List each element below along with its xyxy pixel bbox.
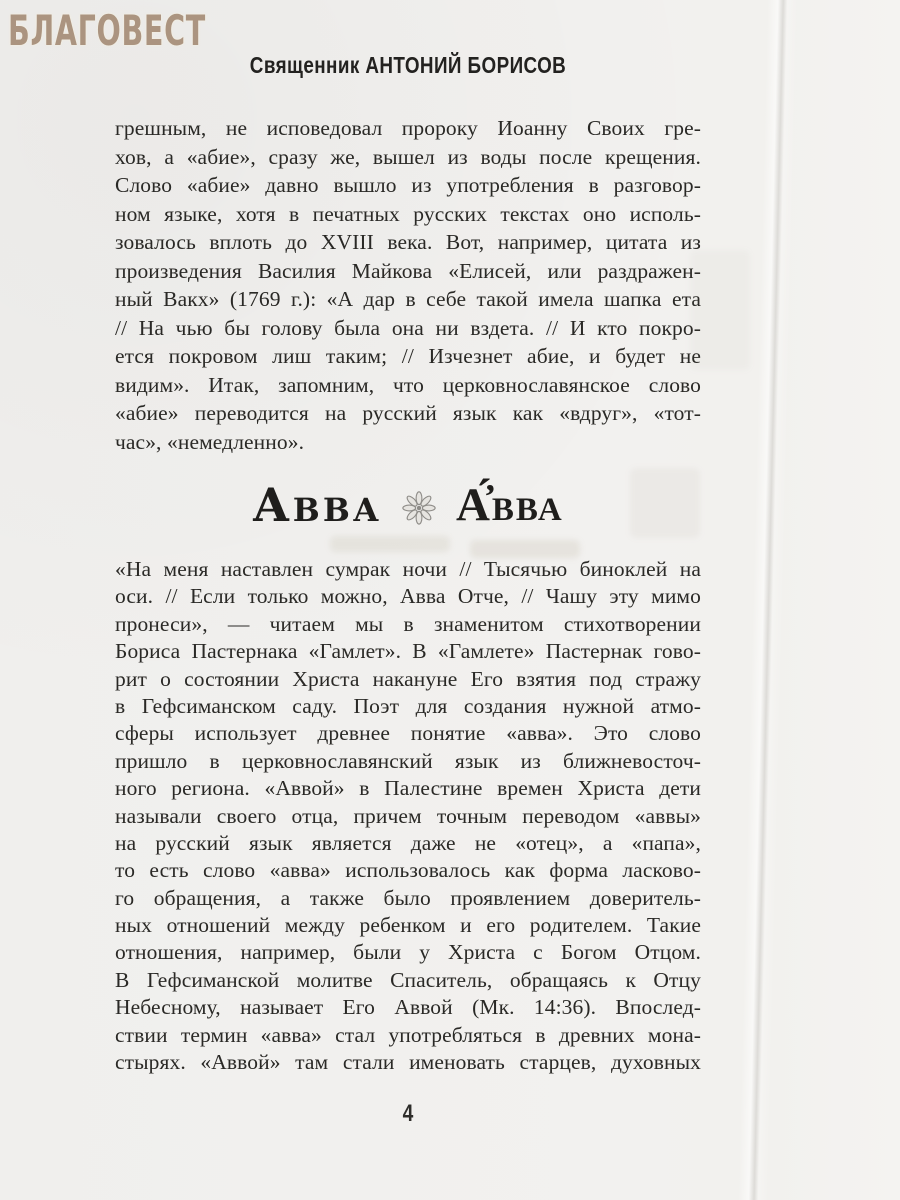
body-text-line: го обращения, а также было проявлением доверитель-	[115, 885, 701, 910]
body-text-line: грешным, не исповедовал пророку Иоанну Своих гре-	[115, 116, 701, 140]
body-text-line: ется покровом лиш таким; // Изчезнет абие, и будет не	[115, 344, 701, 368]
body-text-line: ном языке, хотя в печатных русских текстах оно исполь-	[115, 201, 701, 226]
body-text-line: в Гефсиманском саду. Поэт для создания нужной атмо-	[115, 693, 701, 718]
body-text-line: пронеси», — читаем мы в знаменитом стихотворении	[115, 611, 701, 636]
page-edge-crease	[738, 0, 798, 1200]
paragraph-avva	[115, 556, 701, 1076]
body-text-line: отношения, например, были у Христа с Богом Отцом.	[115, 940, 701, 965]
body-text-line: «абие» переводится на русский язык как «вдруг», «тот-	[115, 401, 701, 425]
body-text-line: пришло в церковнославянский язык из ближневосточ-	[115, 748, 701, 773]
body-text-line: то есть слово «авва» использовалось как форма ласково-	[115, 858, 701, 883]
body-text-line: Небесному, называет Его Аввой (Мк. 14:36). Впослед-	[115, 995, 701, 1020]
body-text-line: ный Вакх» (1769 г.): «А дар в себе такой имела шапка ета	[115, 287, 701, 311]
body-text-line: произведения Василия Майкова «Елисей, или раздражен-	[115, 258, 701, 283]
body-text-line: ных отношений между ребенком и его родителем. Такие	[115, 913, 701, 938]
body-text-line: называли своего отца, причем точным переводом «аввы»	[115, 803, 701, 828]
body-text-line: сферы использует древнее понятие «авва». Это слово	[115, 721, 701, 746]
body-text-line: ного региона. «Аввой» в Палестине времен Христа дети	[115, 776, 701, 801]
store-watermark: БЛАГОВЕСТ	[8, 6, 206, 55]
page-number: 4	[402, 1100, 414, 1127]
body-text-line: Слово «абие» давно вышло из употребления в разговор-	[115, 173, 701, 197]
body-text-line: рит о состоянии Христа накануне Его взятия под стражу	[115, 666, 701, 691]
running-header-author: Священник АНТОНИЙ БОРИСОВ	[249, 52, 567, 78]
body-text-line: Бориса Пастернака «Гамлет». В «Гамлете» Пастернак гово-	[115, 639, 701, 664]
heading-word-church-slavonic: А̓́вва	[455, 478, 564, 531]
body-text-line: В Гефсиманской молитве Спаситель, обращаясь к Отцу	[115, 967, 701, 992]
body-text-line: час», «немедленно».	[115, 429, 305, 454]
body-text-line: оси. // Если только можно, Авва Отче, // Чашу эту мимо	[115, 584, 701, 609]
body-text-line: хов, а «абие», сразу же, вышел из воды после крещения.	[115, 144, 701, 169]
body-text-line: видим». Итак, запомним, что церковнославянское слово	[115, 372, 701, 397]
heading-word-russian: Авва	[252, 478, 382, 532]
chapter-heading-avva	[115, 468, 701, 542]
paragraph-abie	[115, 114, 701, 456]
body-text-line: на русский язык является даже не «отец», а «папа»,	[115, 830, 701, 855]
flower-ornament-icon	[402, 491, 436, 525]
body-text-line: стырях. «Аввой» там стали именовать старцев, духовных	[115, 1050, 701, 1075]
body-text-line: // На чью бы голову была она ни вздета. // И кто покро-	[115, 315, 701, 340]
body-text-line: ствии термин «авва» стал употребляться в древних мона-	[115, 1022, 701, 1047]
body-text-line: «На меня наставлен сумрак ночи // Тысячью биноклей на	[115, 557, 701, 581]
body-text-line: зовалось вплоть до XVIII века. Вот, например, цитата из	[115, 230, 701, 254]
